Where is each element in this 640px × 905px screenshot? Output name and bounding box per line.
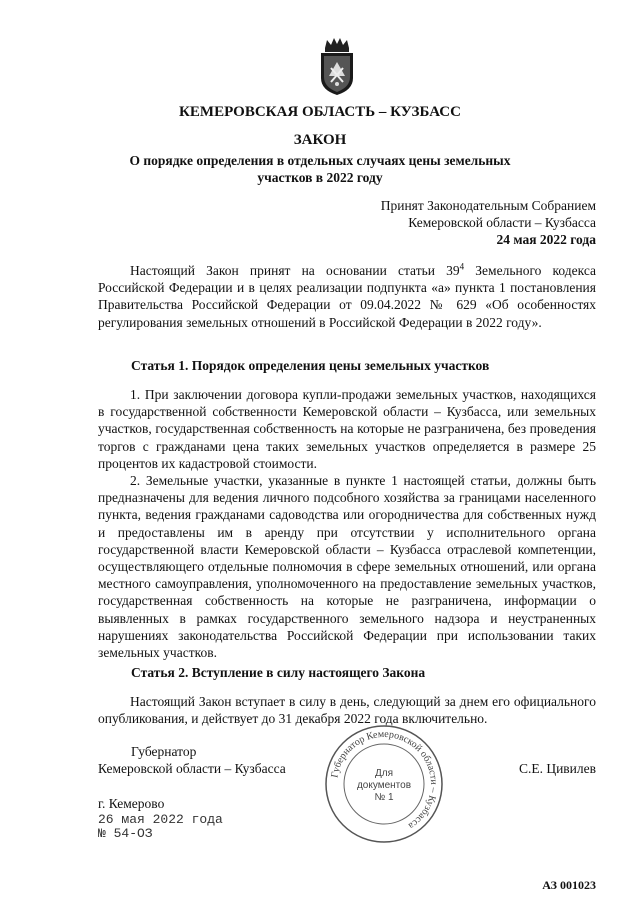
law-number: № 54-ОЗ <box>98 826 153 841</box>
signing-city: г. Кемерово <box>98 796 165 811</box>
signatory-position-line-1: Губернатор <box>131 744 197 759</box>
signing-date: 26 мая 2022 года <box>98 812 223 827</box>
preamble-superscript: 4 <box>459 261 465 272</box>
adoption-date: 24 мая 2022 года <box>496 232 596 247</box>
signatory-name: С.Е. Цивилев <box>518 761 596 776</box>
signatory-position-line-2: Кемеровской области – Кузбасса <box>98 761 286 776</box>
stamp-line-3: № 1 <box>374 792 394 803</box>
adoption-line-1: Принят Законодательным Собранием <box>380 198 596 213</box>
kuzbass-coat-of-arms-icon <box>317 38 357 96</box>
preamble-text-part-2: Земельного кодекса Российской Федерации и в целях реализации подпункта «а» пункта 1 постановления Правительства Российской Федерации от 09.04.2022 № 629 «Об особенностях регулирования земельных отношений в Российской Федерации в 2022 году». <box>98 263 597 330</box>
document-type: ЗАКОН <box>293 132 347 148</box>
coat-of-arms <box>317 38 357 96</box>
stamp-line-2: документов <box>356 780 412 791</box>
article-1-heading: Статья 1. Порядок определения цены земельных участков <box>131 358 490 373</box>
law-title-line-1: О порядке определения в отдельных случаях цены земельных <box>129 153 511 168</box>
article-2-heading: Статья 2. Вступление в силу настоящего Закона <box>131 665 426 680</box>
preamble-paragraph <box>98 262 596 331</box>
region-title: КЕМЕРОВСКАЯ ОБЛАСТЬ – КУЗБАСС <box>179 104 461 120</box>
article-1-paragraph-2: 2. Земельные участки, указанные в пункте 1 настоящей статьи, должны быть предназначены для ведения личного подсобного хозяйства за границами населенного пункта, ведения гражданами садоводства или огородничества для собственных нужд и предоставлены им в аренду при отсутствии у исполнительного органа государственной власти Кемеровской области – Кузбасса отраслевой компетенции, осуществляющего отдельные полномочия в сфере земельных отношений, или органа местного самоуправления, уполномоченного на предоставление земельных участков, государственная собственность на которые не разграничена, информации о выявленных в рамках государственного земельного надзора и неустраненных нарушениях законодательства Российской Федерации при использовании таких земельных участков. <box>98 473 596 661</box>
official-stamp <box>322 722 446 846</box>
article-2-paragraph: Настоящий Закон вступает в силу в день, следующий за днем его официального опубликования, и действует до 31 декабря 2022 года включительно. <box>98 694 596 727</box>
stamp-ring-text: Губернатор Кемеровской области – Кузбасса <box>329 728 440 832</box>
adoption-line-2: Кемеровской области – Кузбасса <box>408 215 596 230</box>
preamble-text-part-1: Настоящий Закон принят на основании статьи 39 <box>130 263 460 278</box>
law-title-line-2: участков в 2022 году <box>257 170 383 185</box>
stamp-line-1: Для <box>374 768 394 779</box>
form-serial-number: АЗ 001023 <box>542 878 596 892</box>
article-1-paragraph-1: 1. При заключении договора купли-продажи земельных участков, находящихся в государственной собственности Кемеровской области – Кузбасса, или земельных участков, государственная собственность на которые не разграничена, без проведения торгов с гражданами цена таких земельных участков определяется в размере 25 процентов их кадастровой стоимости. <box>98 387 596 471</box>
